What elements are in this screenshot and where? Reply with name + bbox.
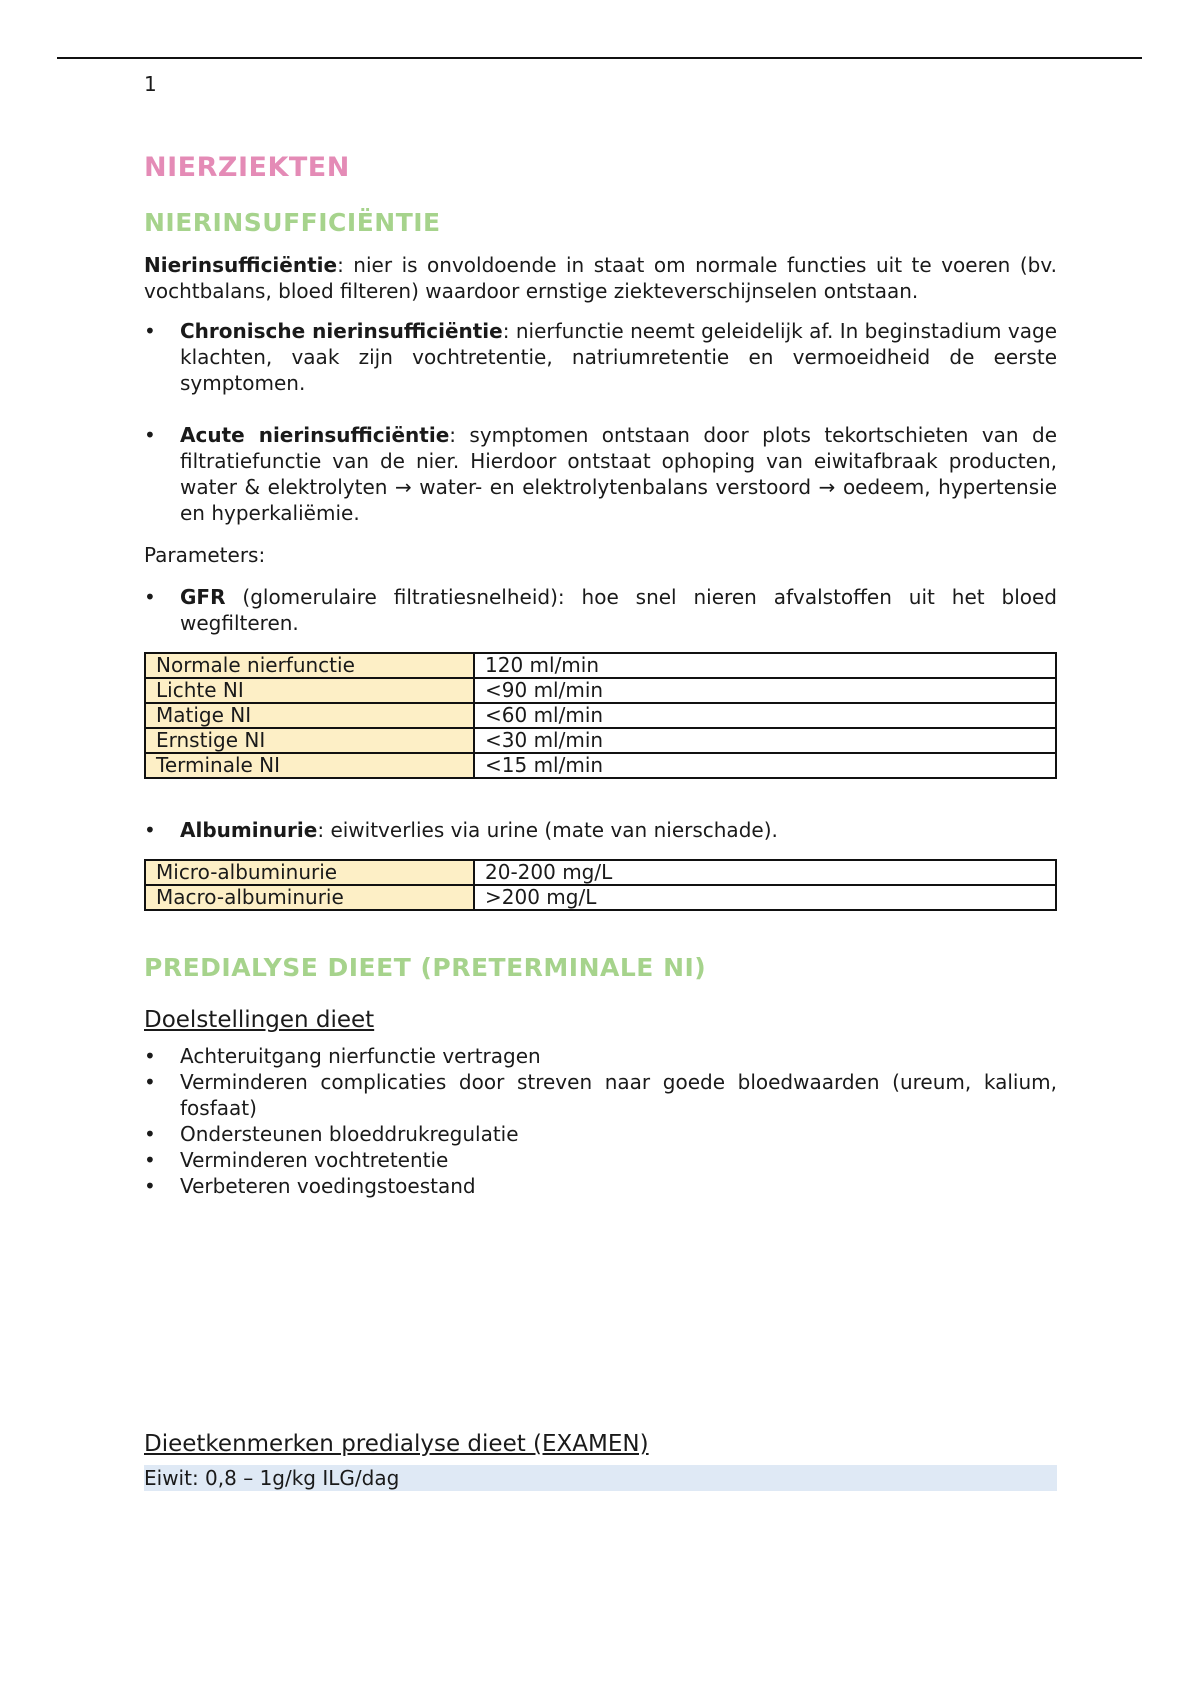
table-cell-label: Macro-albuminurie bbox=[145, 885, 474, 910]
table-row bbox=[145, 703, 1056, 728]
table-cell-value: 120 ml/min bbox=[474, 653, 1056, 678]
table-cell-label: Normale nierfunctie bbox=[145, 653, 474, 678]
table-cell-label: Lichte NI bbox=[145, 678, 474, 703]
gfr-text: (glomerulaire filtratiesnelheid): hoe snel nieren afvalstoffen uit het bloed wegfilteren. bbox=[180, 585, 1057, 635]
intro-text: : nier is onvoldoende in staat om normale functies uit te voeren (bv. vochtbalans, bloed filteren) waardoor ernstige ziekteverschijnselen ontstaan. bbox=[144, 253, 1057, 303]
table-row bbox=[145, 753, 1056, 778]
table-cell-value: >200 mg/L bbox=[474, 885, 1056, 910]
gfr-term: GFR bbox=[180, 585, 226, 609]
table-row bbox=[145, 885, 1056, 910]
page-title: NIERZIEKTEN bbox=[144, 152, 350, 183]
acute-term: Acute nierinsufficiëntie bbox=[180, 423, 450, 447]
intro-paragraph bbox=[144, 252, 1057, 304]
list-item: • Verminderen complicaties door streven naar goede bloedwaarden (ureum, kalium, fosfaat) bbox=[144, 1069, 1057, 1121]
features-heading: Dieetkenmerken predialyse dieet (EXAMEN) bbox=[144, 1431, 649, 1457]
list-item-gfr bbox=[144, 584, 1057, 636]
table-row bbox=[145, 678, 1056, 703]
table-cell-value: <30 ml/min bbox=[474, 728, 1056, 753]
albumin-table bbox=[144, 859, 1057, 911]
page-number: 1 bbox=[144, 72, 157, 96]
gfr-list bbox=[144, 584, 1057, 636]
chronic-term: Chronische nierinsufficiëntie bbox=[180, 319, 503, 343]
table-cell-value: <15 ml/min bbox=[474, 753, 1056, 778]
table-cell-label: Ernstige NI bbox=[145, 728, 474, 753]
goals-list bbox=[144, 1043, 1057, 1199]
albumin-term: Albuminurie bbox=[180, 818, 318, 842]
header-rule bbox=[57, 57, 1142, 59]
parameters-label: Parameters: bbox=[144, 543, 266, 567]
chronic-text: : nierfunctie neemt geleidelijk af. In beginstadium vage klachten, vaak zijn vochtretentie, natriumretentie en vermoeidheid de eerste symptomen. bbox=[180, 319, 1058, 395]
list-item-acute bbox=[144, 422, 1057, 526]
list-item: • Verminderen vochtretentie bbox=[144, 1147, 1057, 1173]
intro-term: Nierinsufficiëntie bbox=[144, 253, 338, 277]
types-list bbox=[144, 318, 1057, 526]
section-heading-nierinsufficientie: NIERINSUFFICIËNTIE bbox=[144, 208, 441, 237]
goals-heading: Doelstellingen dieet bbox=[144, 1007, 375, 1033]
table-cell-value: 20-200 mg/L bbox=[474, 860, 1056, 885]
feature-eiwit: Eiwit: 0,8 – 1g/kg ILG/dag bbox=[144, 1465, 1057, 1491]
list-item: • Verbeteren voedingstoestand bbox=[144, 1173, 1057, 1199]
table-row bbox=[145, 728, 1056, 753]
list-item-chronic bbox=[144, 318, 1057, 396]
table-cell-value: <90 ml/min bbox=[474, 678, 1056, 703]
acute-text: : symptomen ontstaan door plots tekortschieten van de filtratiefunctie van de nier. Hierdoor ontstaat ophoping van eiwitafbraak producten, water & elektrolyten → water- en elektrolytenbalans verstoord → oedeem, hypertensie en hyperkaliëmie. bbox=[180, 423, 1057, 525]
page-content bbox=[144, 150, 1057, 1491]
table-cell-value: <60 ml/min bbox=[474, 703, 1056, 728]
table-cell-label: Micro-albuminurie bbox=[145, 860, 474, 885]
table-row bbox=[145, 860, 1056, 885]
list-item-albuminurie bbox=[144, 817, 1057, 843]
table-row bbox=[145, 653, 1056, 678]
list-item: • Ondersteunen bloeddrukregulatie bbox=[144, 1121, 1057, 1147]
albumin-list bbox=[144, 817, 1057, 843]
list-item: • Achteruitgang nierfunctie vertragen bbox=[144, 1043, 1057, 1069]
table-cell-label: Matige NI bbox=[145, 703, 474, 728]
section-heading-predialyse: PREDIALYSE DIEET (PRETERMINALE NI) bbox=[144, 953, 707, 982]
albumin-text: : eiwitverlies via urine (mate van nierschade). bbox=[317, 818, 778, 842]
table-cell-label: Terminale NI bbox=[145, 753, 474, 778]
gfr-table bbox=[144, 652, 1057, 779]
